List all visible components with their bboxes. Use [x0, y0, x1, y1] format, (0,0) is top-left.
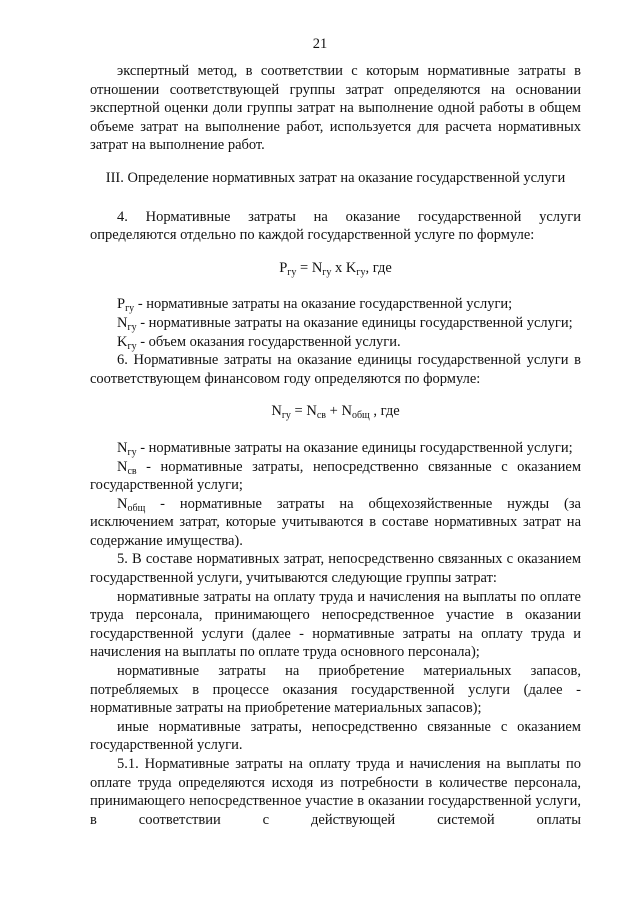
formula-total-cost: $P_{гу} = N_{гу}$ x $K_{гу}$, где — [279, 259, 392, 278]
definition-k-gu: $K_{гу}$ - объем оказания государственной услуги. — [117, 333, 401, 352]
paragraph-5-materials: нормативные затраты на приобретение материальных запасов, потребляемых в процессе оказания государственной услуги (далее - нормативные затраты на приобретение материальных запасов); — [90, 663, 581, 717]
section-heading: III. Определение нормативных затрат на оказание государственной услуги — [105, 169, 566, 186]
paragraph-5: 5. В составе нормативных затрат, непосредственно связанных с оказанием государственной услуги, учитываются следующие группы затрат: — [90, 551, 581, 587]
page-body — [90, 62, 581, 829]
paragraph-5-labor: нормативные затраты на оплату труда и начисления на выплаты по оплате труда персонала, принимающего непосредственное участие в оказании государственной услуги (далее - нормативные затраты на оплату труда и начисления на выплаты по оплате труда основного персонала); — [90, 588, 581, 661]
formula-unit-cost: $N_{гу} = N_{св} + N_{общ}$ , где — [271, 403, 400, 422]
paragraph-5-1: 5.1. Нормативные затраты на оплату труда и начисления на выплаты по оплате труда определяются исходя из потребности в количестве персонала, принимающего непосредственное участие в оказании государственной услуги, в соответствии с действующей системой оплаты — [90, 756, 581, 828]
paragraph-expert-method: экспертный метод, в соответствии с которым нормативные затраты в отношении соответствующей группы затрат определяются на основании экспертной оценки доли группы затрат на выполнение одной работы в общем объеме затрат на выполнение работ, используется для расчета нормативных затрат на выполнение работ. — [90, 63, 581, 154]
definition-n-gu-2: $N_{гу}$ - нормативные затраты на оказание единицы государственной услуги; — [117, 439, 573, 458]
paragraph-5-other: иные нормативные затраты, непосредственно связанные с оказанием государственной услуги. — [90, 718, 581, 754]
definition-n-obsch: $N_{общ}$ - нормативные затраты на общехозяйственные нужды (за исключением затрат, которые учитываются в составе нормативных затрат на содержание имущества). — [90, 495, 581, 549]
paragraph-6: 6. Нормативные затраты на оказание единицы государственной услуги в соответствующем финансовом году определяются по формуле: — [90, 352, 581, 387]
definition-n-gu: $N_{гу}$ - нормативные затраты на оказание единицы государственной услуги; — [117, 314, 573, 333]
paragraph-4: 4. Нормативные затраты на оказание государственной услуги определяются отдельно по каждой государственной услуге по формуле: — [90, 208, 581, 244]
page-number: 21 — [312, 36, 328, 52]
definition-p-gu: $P_{гу}$ - нормативные затраты на оказание государственной услуги; — [117, 296, 513, 315]
definition-n-sv: $N_{св}$ - нормативные затраты, непосредственно связанные с оказанием государственной услуги; — [90, 458, 581, 494]
